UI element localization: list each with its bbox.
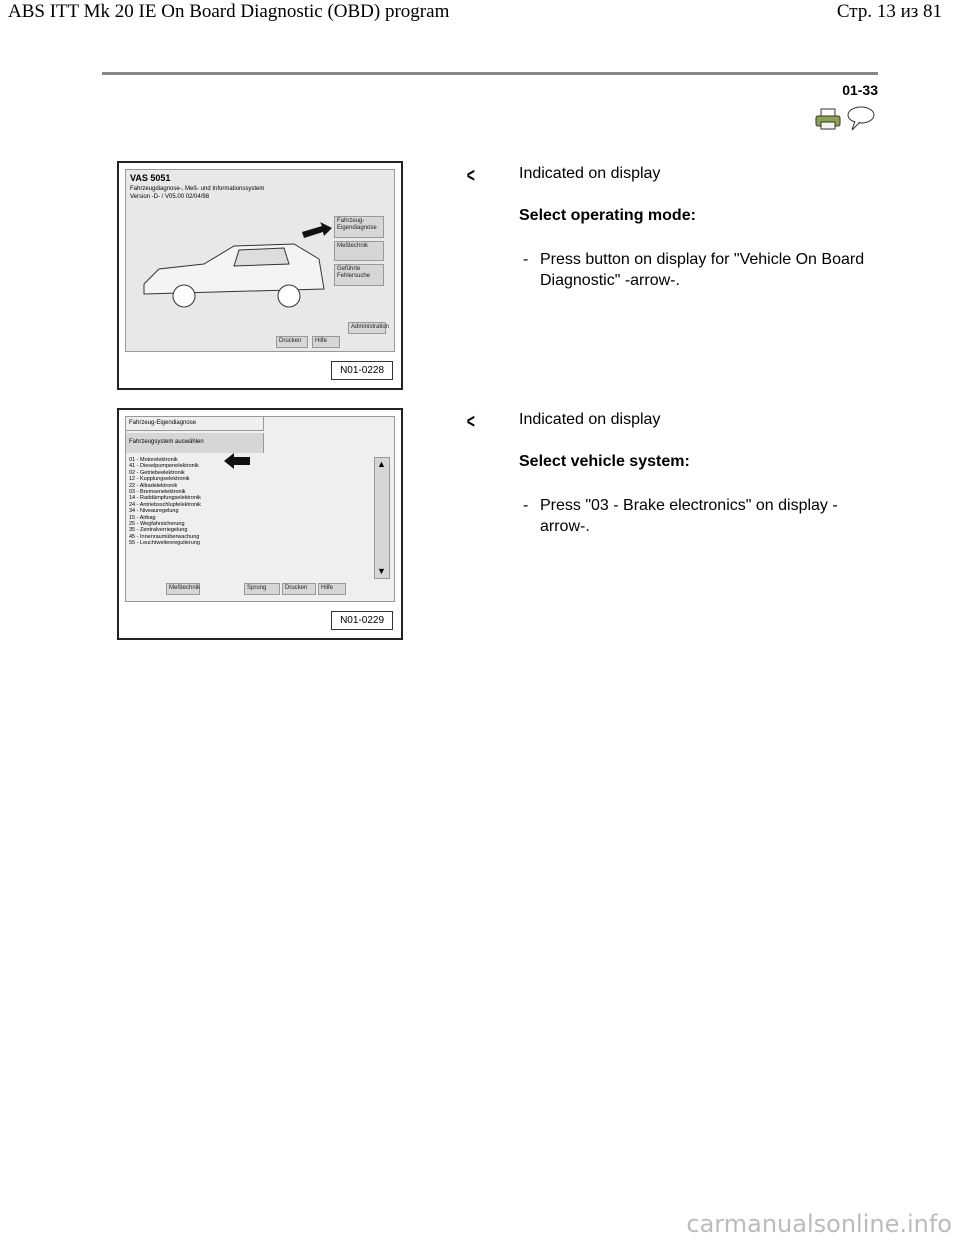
print-button[interactable]: Drucken xyxy=(276,336,308,348)
figure-operating-mode xyxy=(117,161,403,390)
car-illustration xyxy=(134,234,344,314)
block2-heading: Indicated on display xyxy=(519,411,661,428)
system-list xyxy=(129,457,201,547)
system-list-item[interactable]: 02 - Getriebeelektronik xyxy=(129,469,185,476)
screen-title: VAS 5051 xyxy=(130,173,171,183)
jump-button[interactable]: Sprung xyxy=(244,583,280,595)
scroll-down-icon[interactable]: ▼ xyxy=(377,566,386,576)
administration-button[interactable]: Administration xyxy=(348,322,386,334)
screen-subtitle: Fahrzeugsystem auswählen xyxy=(126,433,264,453)
block1-step xyxy=(523,249,883,291)
page-indicator: Стр. 13 из 81 xyxy=(836,1,942,22)
system-list-item[interactable]: 12 - Kupplungselektronik xyxy=(129,476,190,483)
scrollbar[interactable] xyxy=(374,457,390,579)
print-button[interactable]: Drucken xyxy=(282,583,316,595)
step-dash: - xyxy=(523,497,529,514)
system-list-item[interactable]: 03 - Bremsenelektronik xyxy=(129,489,186,496)
system-list-item[interactable]: 25 - Wegfahrsicherung xyxy=(129,521,185,528)
arrow-left-icon: < xyxy=(466,411,475,433)
header-divider xyxy=(102,72,878,75)
screen-subtitle: Fahrzeugdiagnose-, Meß- und Informationssystem xyxy=(130,186,265,192)
help-button[interactable]: Hilfe xyxy=(312,336,340,348)
speech-bubble-icon[interactable] xyxy=(846,105,876,131)
system-list-item[interactable]: 35 - Zentralverriegelung xyxy=(129,527,188,534)
system-list-item[interactable]: 41 - Dieselpumpenelektronik xyxy=(129,463,199,470)
system-list-item[interactable]: 01 - Motorelektronik xyxy=(129,457,178,463)
printer-icon[interactable] xyxy=(815,108,841,130)
step-text: Press "03 - Brake electronics" on display -arrow-. xyxy=(540,497,838,535)
figure-number: N01-0228 xyxy=(331,361,393,380)
system-list-item[interactable]: 45 - Innenraumüberwachung xyxy=(129,533,200,540)
arrow-left-icon: < xyxy=(466,165,475,187)
block2-step xyxy=(523,495,883,537)
system-list-item[interactable]: 14 - Raddämpfungselektronik xyxy=(129,495,201,502)
measurement-button[interactable]: Meßtechnik xyxy=(334,241,384,261)
system-list-item[interactable]: 15 - Airbag xyxy=(129,514,156,521)
system-list-item[interactable]: 22 - Allradelektronik xyxy=(129,482,178,489)
block2-subheading: Select vehicle system: xyxy=(519,453,690,470)
figure-vehicle-system xyxy=(117,408,403,640)
block1-heading: Indicated on display xyxy=(519,165,661,182)
screen-version: Version -D- / V05.00 02/04/98 xyxy=(130,194,210,200)
screen-title: Fahrzeug-Eigendiagnose xyxy=(126,417,264,431)
system-list-item[interactable]: 34 - Niveauregelung xyxy=(129,508,179,515)
measurement-button[interactable]: Meßtechnik xyxy=(166,583,200,595)
scroll-up-icon[interactable]: ▲ xyxy=(377,459,386,469)
step-text: Press button on display for "Vehicle On Board Diagnostic" -arrow-. xyxy=(540,251,865,289)
vehicle-obd-button[interactable]: Fahrzeug- Eigendiagnose xyxy=(334,216,384,238)
block1-subheading: Select operating mode: xyxy=(519,207,696,224)
display-screen xyxy=(125,169,395,352)
step-dash: - xyxy=(523,251,529,268)
help-button[interactable]: Hilfe xyxy=(318,583,346,595)
system-list-item[interactable]: 55 - Leuchtweitenregulierung xyxy=(129,540,200,547)
arrow-icon xyxy=(302,222,332,240)
guided-fault-finding-button[interactable]: Geführte Fehlersuche xyxy=(334,264,384,286)
display-screen xyxy=(125,416,395,602)
page-code: 01-33 xyxy=(842,82,878,98)
watermark: carmanualsonline.info xyxy=(686,1210,952,1238)
arrow-icon xyxy=(224,453,250,469)
figure-number: N01-0229 xyxy=(331,611,393,630)
document-title: ABS ITT Mk 20 IE On Board Diagnostic (OBD) program xyxy=(8,1,450,22)
system-list-item[interactable]: 24 - Antriebsschlupfelektronik xyxy=(129,501,201,508)
